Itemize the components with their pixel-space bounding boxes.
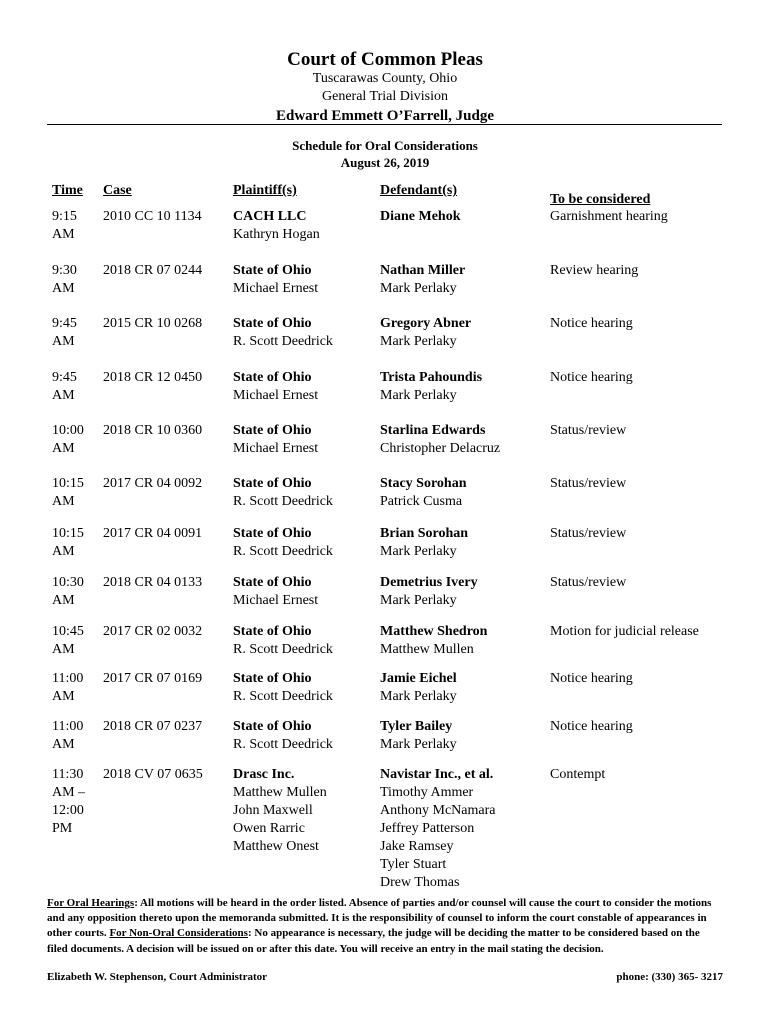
row-2-plaintiff xyxy=(233,262,318,298)
plaintiff-line: State of Ohio xyxy=(233,719,312,734)
row-4-to-be-considered: Notice hearing xyxy=(550,370,633,385)
county-line: Tuscarawas County, Ohio xyxy=(312,71,458,86)
row-4-defendant xyxy=(380,369,482,405)
defendant-line: Gregory Abner xyxy=(380,316,472,331)
defendant-line: Patrick Cusma xyxy=(380,494,463,509)
plaintiff-line: Matthew Onest xyxy=(233,839,319,854)
row-12-case-number: 2018 CV 07 0635 xyxy=(103,767,203,782)
row-2-to-be-considered: Review hearing xyxy=(550,263,639,278)
row-8-time xyxy=(52,574,84,610)
non-oral-label: For Non-Oral Considerations xyxy=(109,927,248,940)
defendant-line: Drew Thomas xyxy=(380,875,460,890)
row-11-time xyxy=(52,718,83,754)
row-1-plaintiff xyxy=(233,208,320,244)
row-6-to-be-considered: Status/review xyxy=(550,476,627,491)
row-10-defendant xyxy=(380,670,457,706)
row-5-defendant xyxy=(380,422,500,458)
time-line: 10:00 xyxy=(52,423,84,438)
row-11-to-be-considered: Notice hearing xyxy=(550,719,633,734)
row-8-plaintiff xyxy=(233,574,318,610)
plaintiff-line: State of Ohio xyxy=(233,526,312,541)
row-8-case-number: 2018 CR 04 0133 xyxy=(103,575,203,590)
header-divider xyxy=(47,124,722,125)
row-5-to-be-considered: Status/review xyxy=(550,423,627,438)
division-line: General Trial Division xyxy=(322,89,448,104)
defendant-line: Mark Perlaky xyxy=(380,388,457,403)
row-8-to-be-considered: Status/review xyxy=(550,575,627,590)
row-3-to-be-considered: Notice hearing xyxy=(550,316,633,331)
defendant-line: Mark Perlaky xyxy=(380,334,457,349)
time-line: AM xyxy=(52,494,75,509)
plaintiff-line: CACH LLC xyxy=(233,209,307,224)
row-1-defendant xyxy=(380,208,461,226)
time-line: AM xyxy=(52,388,75,403)
row-11-plaintiff xyxy=(233,718,333,754)
time-line: AM xyxy=(52,593,75,608)
plaintiff-line: R. Scott Deedrick xyxy=(233,642,333,657)
row-9-time xyxy=(52,623,84,659)
plaintiff-line: John Maxwell xyxy=(233,803,313,818)
time-line: 9:45 xyxy=(52,316,77,331)
row-12-plaintiff xyxy=(233,766,327,856)
defendant-line: Jeffrey Patterson xyxy=(380,821,475,836)
plaintiff-line: R. Scott Deedrick xyxy=(233,494,333,509)
defendant-line: Christopher Delacruz xyxy=(380,441,501,456)
time-line: AM xyxy=(52,544,75,559)
column-header-time: Time xyxy=(52,183,83,198)
plaintiff-line: State of Ohio xyxy=(233,423,312,438)
time-line: 9:15 xyxy=(52,209,77,224)
time-line: 10:30 xyxy=(52,575,84,590)
row-10-plaintiff xyxy=(233,670,333,706)
plaintiff-line: Michael Ernest xyxy=(233,281,319,296)
defendant-line: Mark Perlaky xyxy=(380,593,457,608)
plaintiff-line: State of Ohio xyxy=(233,575,312,590)
time-line: 10:15 xyxy=(52,526,84,541)
defendant-line: Jamie Eichel xyxy=(380,671,457,686)
time-line: 10:45 xyxy=(52,624,84,639)
time-line: AM xyxy=(52,737,75,752)
plaintiff-line: R. Scott Deedrick xyxy=(233,737,333,752)
time-line: 11:00 xyxy=(52,671,84,686)
plaintiff-line: Michael Ernest xyxy=(233,593,319,608)
row-3-time xyxy=(52,315,77,351)
row-5-plaintiff xyxy=(233,422,318,458)
time-line: 11:00 xyxy=(52,719,84,734)
plaintiff-line: State of Ohio xyxy=(233,476,312,491)
time-line: 9:45 xyxy=(52,370,77,385)
time-line: AM – xyxy=(52,785,86,800)
defendant-line: Stacy Sorohan xyxy=(380,476,467,491)
defendant-line: Anthony McNamara xyxy=(380,803,496,818)
defendant-line: Mark Perlaky xyxy=(380,737,457,752)
plaintiff-line: State of Ohio xyxy=(233,370,312,385)
defendant-line: Tyler Stuart xyxy=(380,857,447,872)
column-header-defendant: Defendant(s) xyxy=(380,183,457,198)
row-3-case-number: 2015 CR 10 0268 xyxy=(103,316,203,331)
time-line: 11:30 xyxy=(52,767,84,782)
column-header-case: Case xyxy=(103,183,132,198)
defendant-line: Navistar Inc., et al. xyxy=(380,767,494,782)
time-line: 10:15 xyxy=(52,476,84,491)
row-11-case-number: 2018 CR 07 0237 xyxy=(103,719,203,734)
column-header-plaintiff: Plaintiff(s) xyxy=(233,183,297,198)
row-11-defendant xyxy=(380,718,457,754)
plaintiff-line: R. Scott Deedrick xyxy=(233,334,333,349)
row-10-time xyxy=(52,670,83,706)
row-7-time xyxy=(52,525,84,561)
row-12-time xyxy=(52,766,85,838)
row-6-defendant xyxy=(380,475,466,511)
row-9-case-number: 2017 CR 02 0032 xyxy=(103,624,203,639)
row-7-plaintiff xyxy=(233,525,333,561)
plaintiff-line: Kathryn Hogan xyxy=(233,227,320,242)
court-title: Court of Common Pleas xyxy=(287,49,483,70)
plaintiff-line: Michael Ernest xyxy=(233,441,319,456)
plaintiff-line: State of Ohio xyxy=(233,671,312,686)
row-7-defendant xyxy=(380,525,468,561)
row-9-plaintiff xyxy=(233,623,333,659)
oral-hearings-text: : All motions will be heard in the order listed. Absence of parties and/or counsel will cause the court to consider the motions and any opposition thereto upon the memoranda submitted. It is the responsibility of counsel to inform the court constable of appearances in other courts. xyxy=(47,897,712,940)
row-8-defendant xyxy=(380,574,478,610)
row-6-case-number: 2017 CR 04 0092 xyxy=(103,476,203,491)
row-12-defendant xyxy=(380,766,495,892)
time-line: AM xyxy=(52,441,75,456)
defendant-line: Brian Sorohan xyxy=(380,526,469,541)
non-oral-text: : No appearance is necessary, the judge will be deciding the matter to be considered based on the filed documents. A decision will be issued on or after this date. You will receive an entry in the mail stating the decision. xyxy=(47,927,700,955)
row-6-plaintiff xyxy=(233,475,333,511)
row-1-case-number: 2010 CC 10 1134 xyxy=(103,209,202,224)
row-1-to-be-considered: Garnishment hearing xyxy=(550,209,668,224)
defendant-line: Jake Ramsey xyxy=(380,839,454,854)
time-line: AM xyxy=(52,227,75,242)
defendant-line: Demetrius Ivery xyxy=(380,575,478,590)
row-7-case-number: 2017 CR 04 0091 xyxy=(103,526,203,541)
column-header-consider: To be considered xyxy=(550,192,651,207)
row-5-time xyxy=(52,422,84,458)
row-2-case-number: 2018 CR 07 0244 xyxy=(103,263,203,278)
row-4-plaintiff xyxy=(233,369,318,405)
phone-number: phone: (330) 365- 3217 xyxy=(616,971,723,983)
row-9-to-be-considered: Motion for judicial release xyxy=(550,624,699,639)
court-administrator: Elizabeth W. Stephenson, Court Administrator xyxy=(47,971,268,983)
row-4-case-number: 2018 CR 12 0450 xyxy=(103,370,203,385)
defendant-line: Matthew Shedron xyxy=(380,624,488,639)
defendant-line: Nathan Miller xyxy=(380,263,466,278)
time-line: 12:00 xyxy=(52,803,84,818)
defendant-line: Tyler Bailey xyxy=(380,719,453,734)
row-6-time xyxy=(52,475,84,511)
defendant-line: Starlina Edwards xyxy=(380,423,486,438)
plaintiff-line: Matthew Mullen xyxy=(233,785,327,800)
row-1-time xyxy=(52,208,77,244)
plaintiff-line: State of Ohio xyxy=(233,316,312,331)
time-line: 9:30 xyxy=(52,263,77,278)
row-2-defendant xyxy=(380,262,465,298)
row-5-case-number: 2018 CR 10 0360 xyxy=(103,423,203,438)
defendant-line: Mark Perlaky xyxy=(380,544,457,559)
defendant-line: Mark Perlaky xyxy=(380,281,457,296)
time-line: AM xyxy=(52,281,75,296)
row-2-time xyxy=(52,262,77,298)
time-line: AM xyxy=(52,334,75,349)
time-line: AM xyxy=(52,689,75,704)
row-10-to-be-considered: Notice hearing xyxy=(550,671,633,686)
defendant-line: Diane Mehok xyxy=(380,209,461,224)
row-7-to-be-considered: Status/review xyxy=(550,526,627,541)
plaintiff-line: State of Ohio xyxy=(233,263,312,278)
plaintiff-line: State of Ohio xyxy=(233,624,312,639)
defendant-line: Timothy Ammer xyxy=(380,785,474,800)
plaintiff-line: Owen Rarric xyxy=(233,821,305,836)
time-line: PM xyxy=(52,821,73,836)
defendant-line: Trista Pahoundis xyxy=(380,370,483,385)
footer-notice xyxy=(47,896,723,957)
oral-hearings-label: For Oral Hearings xyxy=(47,897,135,909)
judge-name: Edward Emmett O’Farrell, Judge xyxy=(275,108,495,124)
plaintiff-line: Michael Ernest xyxy=(233,388,319,403)
schedule-title: Schedule for Oral Considerations xyxy=(292,138,478,153)
row-3-plaintiff xyxy=(233,315,333,351)
row-4-time xyxy=(52,369,77,405)
row-9-defendant xyxy=(380,623,487,659)
plaintiff-line: R. Scott Deedrick xyxy=(233,689,333,704)
row-3-defendant xyxy=(380,315,471,351)
row-10-case-number: 2017 CR 07 0169 xyxy=(103,671,203,686)
schedule-date: August 26, 2019 xyxy=(340,155,430,170)
plaintiff-line: Drasc Inc. xyxy=(233,767,295,782)
row-12-to-be-considered: Contempt xyxy=(550,767,606,782)
plaintiff-line: R. Scott Deedrick xyxy=(233,544,333,559)
defendant-line: Matthew Mullen xyxy=(380,642,474,657)
defendant-line: Mark Perlaky xyxy=(380,689,457,704)
time-line: AM xyxy=(52,642,75,657)
